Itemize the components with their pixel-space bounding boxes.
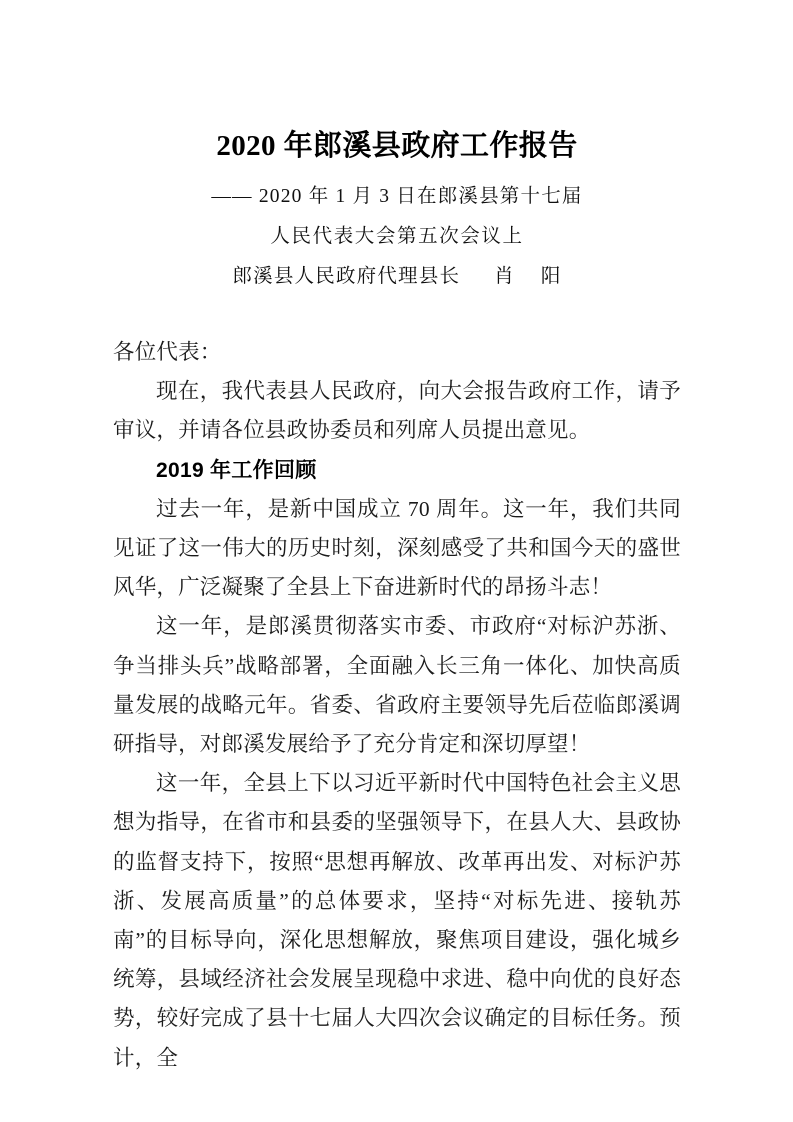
signer-name-first: 肖: [494, 266, 515, 287]
signer-name-second: 阳: [540, 266, 562, 287]
paragraph-intro: 现在，我代表县人民政府，向大会报告政府工作，请予审议，并请各位县政协委员和列席人员提出意见。: [113, 379, 681, 443]
subtitle-block: [113, 166, 681, 297]
paragraph-review-1: 过去一年，是新中国成立 70 周年。这一年，我们共同见证了这一伟大的历史时刻，深刻感受了共和国今天的盛世风华，广泛凝聚了全县上下奋进新时代的昂扬斗志！: [113, 496, 681, 600]
signer-line: [113, 257, 681, 297]
salutation: 各位代表：: [113, 340, 222, 364]
subtitle-line-session: 人民代表大会第五次会议上: [270, 226, 524, 247]
page-content: [113, 0, 681, 1078]
section-heading-2019-review: 2019 年工作回顾: [156, 458, 317, 482]
paragraph-review-2: 这一年，是郎溪贯彻落实市委、市政府“对标沪苏浙、争当排头兵”战略部署，全面融入长三角一体化、加快高质量发展的战略元年。省委、省政府主要领导先后莅临郎溪调研指导，对郎溪发展给予了充分肯定和深切厚望！: [113, 614, 681, 757]
page-title: 2020 年郎溪县政府工作报告: [216, 130, 578, 162]
paragraph-review-3: 这一年，全县上下以习近平新时代中国特色社会主义思想为指导，在省市和县委的坚强领导下，在县人大、县政协的监督支持下，按照“思想再解放、改革再出发、对标沪苏浙、发展高质量”的总体要求，坚持“对标先进、接轨苏南”的目标导向，深化思想解放，聚焦项目建设，强化城乡统筹，县域经济社会发展呈现稳中求进、稳中向优的良好态势，较好完成了县十七届人大四次会议确定的目标任务。预计，全: [113, 771, 681, 1070]
body-block: [113, 297, 681, 1078]
subtitle-line-date: —— 2020 年 1 月 3 日在郎溪县第十七届: [211, 186, 583, 207]
signer-role: 郎溪县人民政府代理县长: [232, 266, 461, 287]
